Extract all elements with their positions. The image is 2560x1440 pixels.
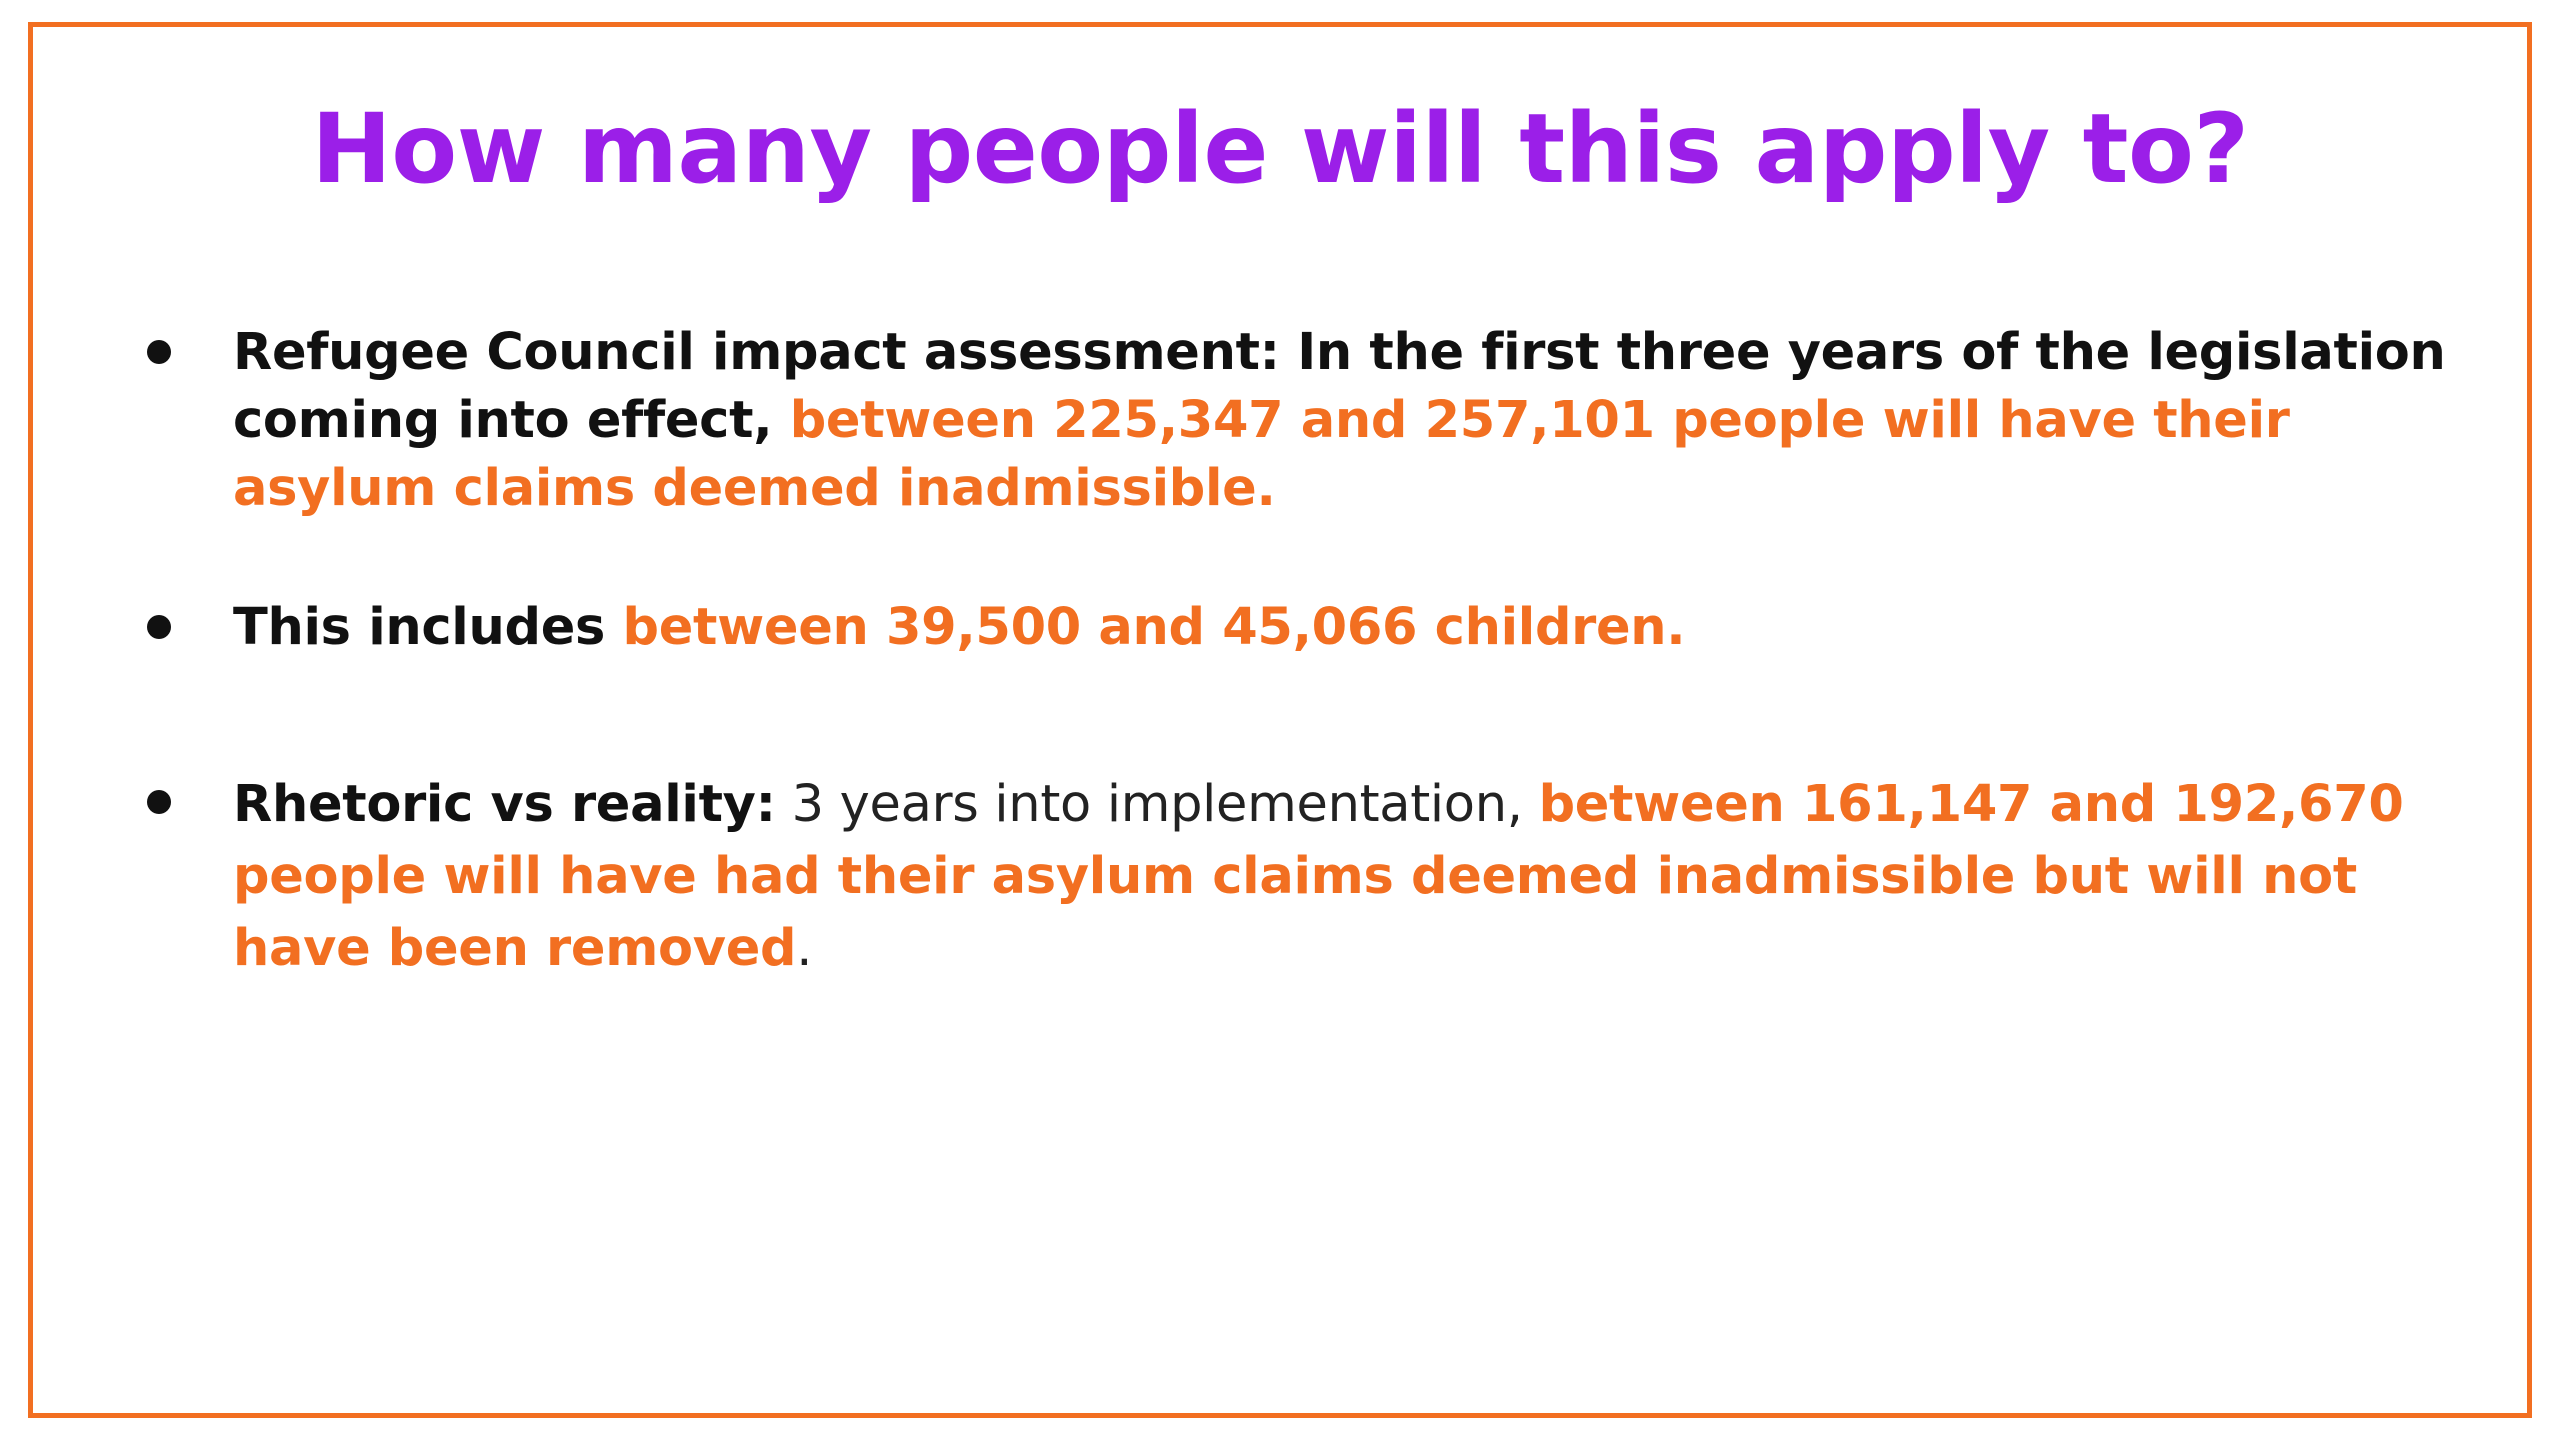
bullet-dot-icon (147, 340, 171, 364)
bullet-dot-icon (147, 615, 171, 639)
bullet-item-rhetoric-vs-reality (233, 769, 2483, 985)
bullet-lead-text: Refugee Council impact assessment: In the first three years of the legislation coming into effect, (233, 323, 2446, 450)
slide-frame (28, 22, 2532, 1418)
bullet-item-impact-assessment (233, 319, 2483, 523)
bullet-highlight-text: between 39,500 and 45,066 children. (622, 598, 1686, 657)
slide-title: How many people will this apply to? (311, 93, 2249, 205)
bullet-item-children (233, 594, 2483, 662)
bullet-lead-text: Rhetoric vs reality: (233, 775, 776, 834)
bullet-body-text: 3 years into implementation, (775, 775, 1539, 834)
bullet-highlight-text: between 161,147 and 192,670 people will have had their asylum claims deemed inadmissible but will not have been removed (233, 775, 2404, 978)
bullet-list (33, 27, 2527, 1413)
bullet-dot-icon (147, 790, 171, 814)
bullet-tail-text: . (796, 919, 813, 978)
bullet-lead-text: This includes (233, 598, 623, 657)
bullet-highlight-text: between 225,347 and 257,101 people will have their asylum claims deemed inadmissible. (233, 391, 2290, 518)
